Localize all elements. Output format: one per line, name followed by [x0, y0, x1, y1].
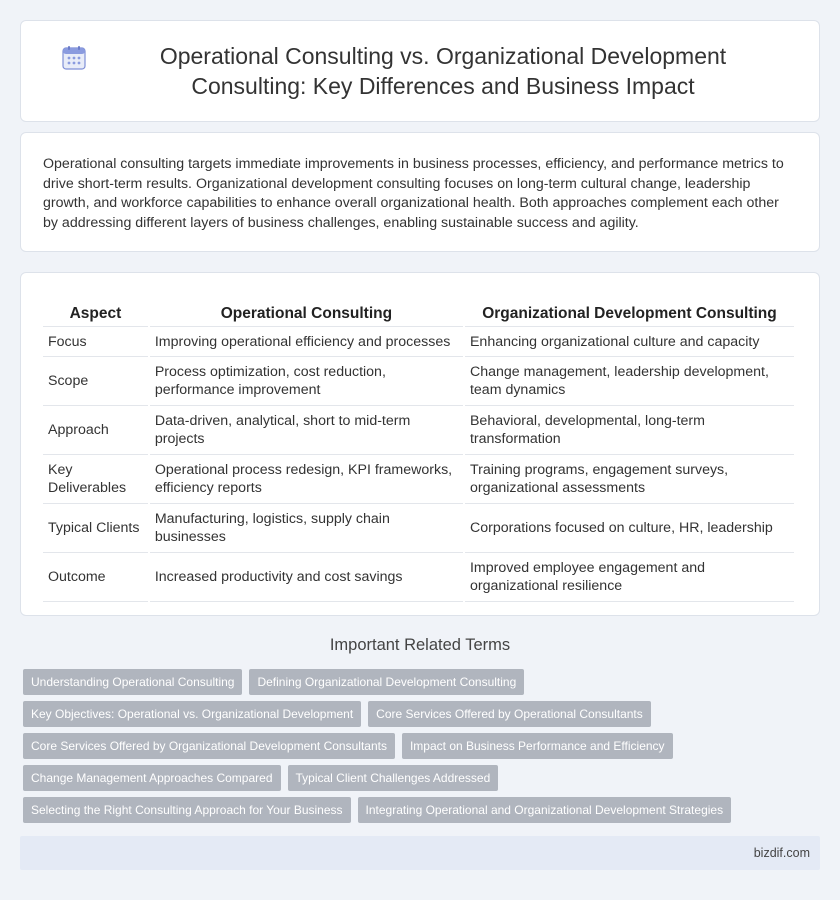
related-term-tag[interactable]: Impact on Business Performance and Efficiency	[402, 733, 673, 759]
cell-organizational: Behavioral, developmental, long-term transformation	[465, 406, 794, 455]
cell-aspect: Approach	[43, 406, 148, 455]
header-operational: Operational Consulting	[150, 295, 463, 327]
cell-organizational: Corporations focused on culture, HR, leadership	[465, 504, 794, 553]
cell-operational: Process optimization, cost reduction, performance improvement	[150, 357, 463, 406]
cell-operational: Operational process redesign, KPI frameworks, efficiency reports	[150, 455, 463, 504]
cell-operational: Improving operational efficiency and processes	[150, 327, 463, 357]
related-term-tag[interactable]: Integrating Operational and Organizational Development Strategies	[358, 797, 732, 823]
cell-operational: Manufacturing, logistics, supply chain businesses	[150, 504, 463, 553]
related-term-tag[interactable]: Defining Organizational Development Consulting	[249, 669, 524, 695]
comparison-table	[41, 295, 796, 602]
related-terms-heading: Important Related Terms	[329, 636, 511, 654]
related-term-tag[interactable]: Key Objectives: Operational vs. Organizational Development	[23, 701, 361, 727]
cell-aspect: Key Deliverables	[43, 455, 148, 504]
cell-operational: Increased productivity and cost savings	[150, 553, 463, 602]
table-row	[43, 504, 794, 553]
related-term-tag[interactable]: Core Services Offered by Operational Consultants	[368, 701, 651, 727]
cell-aspect: Typical Clients	[43, 504, 148, 553]
cell-organizational: Training programs, engagement surveys, organizational assessments	[465, 455, 794, 504]
table-row	[43, 357, 794, 406]
calendar-icon	[61, 45, 87, 71]
table-row	[43, 406, 794, 455]
related-term-tag[interactable]: Typical Client Challenges Addressed	[288, 765, 499, 791]
intro-card	[20, 132, 820, 252]
cell-organizational: Change management, leadership development, team dynamics	[465, 357, 794, 406]
table-row	[43, 455, 794, 504]
related-term-tag[interactable]: Understanding Operational Consulting	[23, 669, 242, 695]
related-term-tag[interactable]: Core Services Offered by Organizational Development Consultants	[23, 733, 395, 759]
related-terms	[23, 669, 823, 829]
footer	[20, 836, 820, 870]
header-aspect: Aspect	[43, 295, 148, 327]
cell-operational: Data-driven, analytical, short to mid-term projects	[150, 406, 463, 455]
comparison-table-card	[20, 272, 820, 616]
table-header-row	[43, 295, 794, 327]
intro-paragraph: Operational consulting targets immediate improvements in business processes, efficiency, and performance metrics to drive short-term results. Organizational development consulting focuses on long-term cultural change, leadership growth, and workforce capabilities to enhance overall organizational health. Both approaches complement each other by addressing different layers of business challenges, enabling sustainable success and agility.	[43, 156, 784, 231]
table-row	[43, 327, 794, 357]
cell-aspect: Outcome	[43, 553, 148, 602]
related-term-tag[interactable]: Selecting the Right Consulting Approach for Your Business	[23, 797, 351, 823]
cell-organizational: Enhancing organizational culture and capacity	[465, 327, 794, 357]
page-title: Operational Consulting vs. Organizational Development Consulting: Key Differences and Business Impact	[159, 43, 727, 99]
cell-organizational: Improved employee engagement and organizational resilience	[465, 553, 794, 602]
table-row	[43, 553, 794, 602]
cell-aspect: Scope	[43, 357, 148, 406]
header-organizational: Organizational Development Consulting	[465, 295, 794, 327]
title-card	[20, 20, 820, 122]
site-name[interactable]: bizdif.com	[753, 846, 810, 860]
related-term-tag[interactable]: Change Management Approaches Compared	[23, 765, 281, 791]
cell-aspect: Focus	[43, 327, 148, 357]
